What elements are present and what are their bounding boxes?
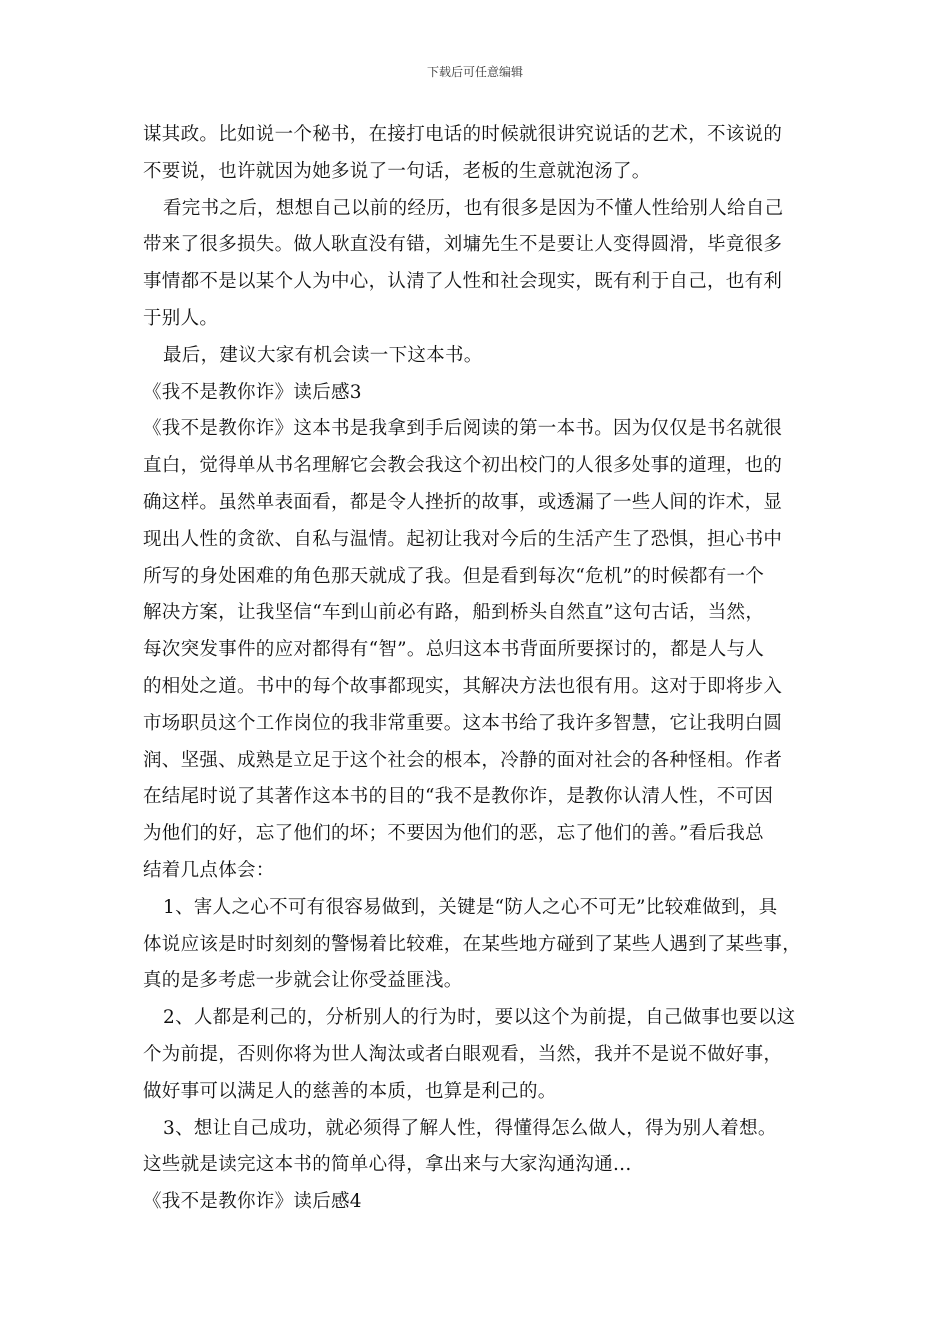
text-line: 直白，觉得单从书名理解它会教会我这个初出校门的人很多处事的道理，也的 [143,455,783,477]
text-line: 每次突发事件的应对都得有“智”。总归这本书背面所要探讨的，都是人与人 [143,639,765,661]
text-line: 确这样。虽然单表面看，都是令人挫折的故事，或透漏了一些人间的诈术，显 [143,491,783,513]
text-line: 带来了很多损失。做人耿直没有错，刘墉先生不是要让人变得圆滑，毕竟很多 [143,234,783,256]
text-line: 为他们的好，忘了他们的坏；不要因为他们的恶，忘了他们的善。”看后我总 [143,823,764,845]
document-body [143,117,815,1221]
text-line: 做好事可以满足人的慈善的本质，也算是利己的。 [143,1080,557,1102]
text-line: 体说应该是时时刻刻的警惕着比较难，在某些地方碰到了某些人遇到了某些事， [143,933,802,955]
text-line: 不要说，也许就因为她多说了一句话，老板的生意就泡汤了。 [143,160,651,182]
text-line: 看完书之后，想想自己以前的经历，也有很多是因为不懂人性给别人给自己 [163,197,784,219]
text-line: 结着几点体会： [143,859,275,881]
text-line: 所写的身处困难的角色那天就成了我。但是看到每次“危机”的时候都有一个 [143,565,765,587]
page-header-note: 下载后可任意编辑 [426,65,523,79]
text-line: 最后，建议大家有机会读一下这本书。 [163,344,483,366]
text-line: 市场职员这个工作岗位的我非常重要。这本书给了我许多智慧，它让我明白圆 [143,712,783,734]
text-line: 解决方案，让我坚信“车到山前必有路，船到桥头自然直”这句古话，当然， [143,602,765,624]
text-line: 这些就是读完这本书的简单心得，拿出来与大家沟通沟通... [143,1154,632,1176]
text-line: 《我不是教你诈》这本书是我拿到手后阅读的第一本书。因为仅仅是书名就很 [143,418,783,440]
text-line: 真的是多考虑一步就会让你受益匪浅。 [143,970,463,992]
text-line: 3、想让自己成功，就必须得了解人性，得懂得怎么做人，得为别人着想。 [163,1117,777,1139]
text-line: 在结尾时说了其著作这本书的目的“我不是教你诈，是教你认清人性，不可因 [143,786,774,808]
text-line: 个为前提，否则你将为世人淘汰或者白眼观看，当然，我并不是说不做好事， [143,1043,783,1065]
text-line: 《我不是教你诈》读后感4 [143,1191,362,1213]
text-line: 现出人性的贪欲、自私与温情。起初让我对今后的生活产生了恐惧，担心书中 [143,528,783,550]
text-line: 2、人都是利己的，分析别人的行为时，要以这个为前提，自己做事也要以这 [163,1007,796,1029]
text-line: 的相处之道。书中的每个故事都现实，其解决方法也很有用。这对于即将步入 [143,675,783,697]
text-line: 谋其政。比如说一个秘书，在接打电话的时候就很讲究说话的艺术，不该说的 [143,124,783,145]
text-line: 事情都不是以某个人为中心，认清了人性和社会现实，既有利于自己，也有利 [143,271,783,293]
text-line: 润、坚强、成熟是立足于这个社会的根本，冷静的面对社会的各种怪相。作者 [143,749,783,771]
text-line: 1、害人之心不可有很容易做到，关键是“防人之心不可无”比较难做到，具 [163,896,778,918]
text-line: 《我不是教你诈》读后感3 [143,381,362,403]
text-line: 于别人。 [143,307,219,329]
